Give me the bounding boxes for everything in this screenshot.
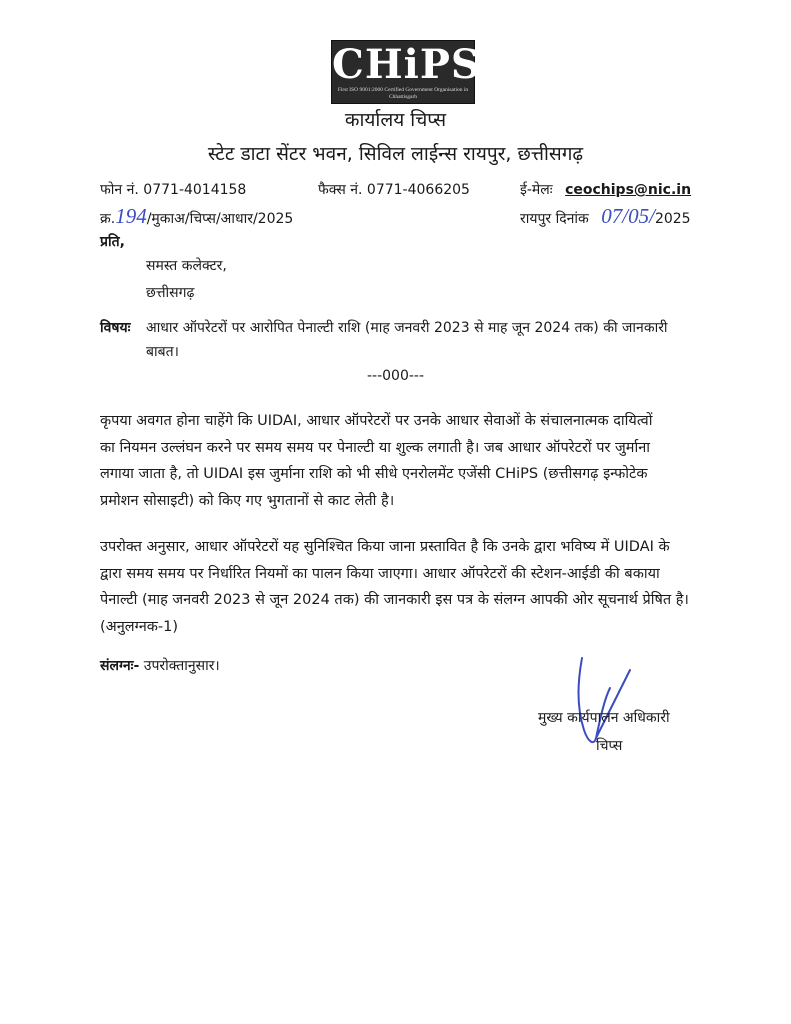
office-title: कार्यालय चिप्स	[344, 109, 447, 131]
date-label: रायपुर दिनांक	[520, 211, 589, 227]
paragraph-line: लगाया जाता है, तो UIDAI इस जुर्माना राशि को भी सीधे एनरोलमेंट एजेंसी CHiPS (छत्तीसगढ़ इन्फोटेक	[100, 466, 648, 482]
logo-subtext: First ISO 9001:2000 Certified Government Organisation in Chhattisgarh	[337, 87, 469, 100]
chips-logo	[331, 40, 481, 104]
reference-date	[520, 204, 691, 229]
subject-label: विषयः	[100, 320, 131, 336]
subject-line1: आधार ऑपरेटरों पर आरोपित पेनाल्टी राशि (माह जनवरी 2023 से माह जून 2024 तक) की जानकारी	[146, 320, 668, 336]
paragraph-line: (अनुलग्नक-1)	[100, 618, 178, 635]
paragraph-line: का नियमन उल्लंघन करने पर समय समय पर पेनाल्टी या शुल्क लगाती है। जब आधार ऑपरेटरों पर जुर्माना	[100, 439, 651, 456]
email-label: ई-मेलः	[520, 182, 553, 198]
enclosure-label: संलग्नः-	[100, 658, 140, 674]
body-paragraph-2	[100, 534, 700, 640]
body-paragraph-1	[100, 408, 700, 514]
recipient-line1: समस्त कलेक्टर,	[146, 258, 227, 274]
fax-number: फैक्स नं. 0771-4066205	[318, 182, 470, 198]
signatory-org: चिप्स	[596, 738, 623, 754]
enclosure	[100, 656, 220, 675]
separator: ---000---	[366, 368, 425, 384]
email-link[interactable]: ceochips@nic.in	[565, 182, 692, 198]
logo-text: CHiPS	[332, 41, 481, 88]
subject-line2: बाबत।	[146, 344, 179, 360]
enclosure-text: उपरोक्तानुसार।	[143, 658, 220, 674]
paragraph-line: प्रमोशन सोसाइटी) को किए गए भुगतानों से काट लेती है।	[100, 492, 395, 509]
recipient-line2: छत्तीसगढ़	[146, 285, 195, 301]
email-line	[520, 180, 691, 199]
paragraph-line: द्वारा समय समय पर निर्धारित नियमों का पालन किया जाएगा। आधार ऑपरेटरों की स्टेशन-आईडी की बकाया	[100, 565, 660, 582]
to-label: प्रति,	[100, 234, 125, 250]
signatory-designation: मुख्य कार्यपालन अधिकारी	[538, 710, 670, 726]
paragraph-line: उपरोक्त अनुसार, आधार ऑपरेटरों यह सुनिश्चित किया जाना प्रस्तावित है कि उनके द्वारा भविष्य में UIDAI के	[100, 539, 670, 555]
date-year: 2025	[654, 211, 691, 227]
handwritten-date: 07/05/	[601, 204, 655, 228]
reference-prefix: क्र.	[100, 211, 116, 227]
office-address: स्टेट डाटा सेंटर भवन, सिविल लाईन्स रायपुर, छत्तीसगढ़	[207, 143, 584, 165]
reference-number	[100, 204, 293, 229]
paragraph-line: कृपया अवगत होना चाहेंगे कि UIDAI, आधार ऑपरेटरों पर उनके आधार सेवाओं के संचालनात्मक दायित्वों	[100, 413, 653, 429]
reference-suffix: /मुकाअ/चिप्स/आधार/2025	[146, 211, 294, 227]
paragraph-line: पेनाल्टी (माह जनवरी 2023 से जून 2024 तक) की जानकारी इस पत्र के संलग्न आपकी ओर सूचनार्थ प्रेषित है।	[100, 592, 689, 608]
handwritten-number: 194	[115, 204, 147, 228]
phone-number: फोन नं. 0771-4014158	[100, 182, 247, 198]
